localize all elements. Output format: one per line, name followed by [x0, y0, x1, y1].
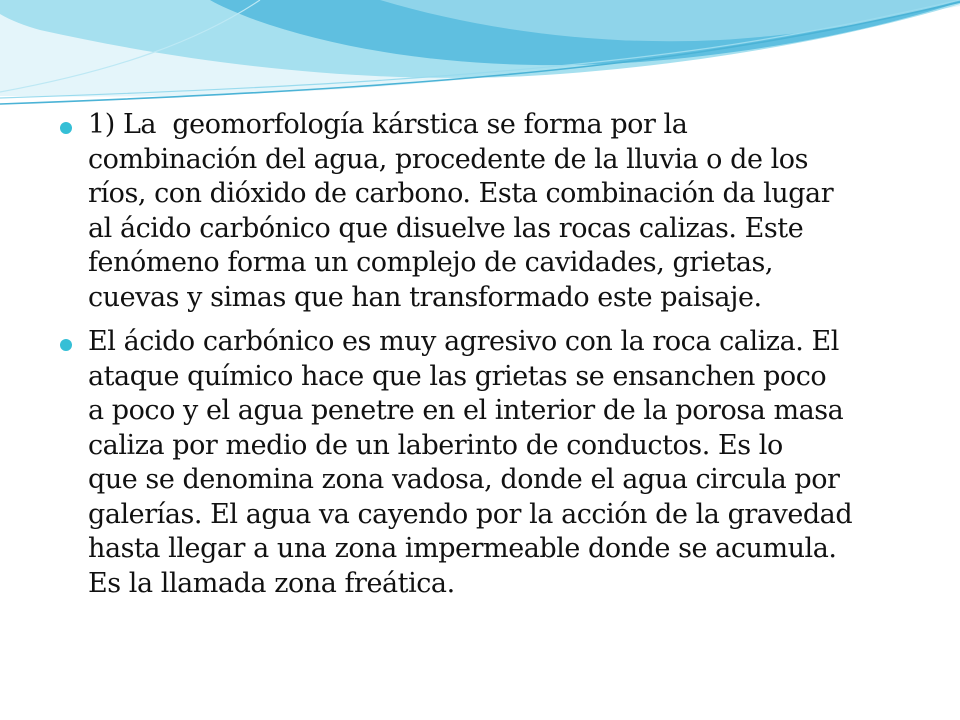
bullet-list [58, 108, 928, 611]
bullet-item [58, 108, 928, 315]
bullet-text: 1) La geomorfología kárstica se forma por la combinación del agua, procedente de la lluvia o de los ríos, con dióxido de carbono. Esta combinación da lugar al ácido carbónico que disuelve las rocas calizas. Este fenómeno forma un complejo de cavidades, grietas, cuevas y simas que han transformado este paisaje. [88, 109, 834, 313]
header-wave-decoration [0, 0, 960, 110]
bullet-dot-icon [60, 122, 72, 134]
bullet-dot-icon [60, 339, 72, 351]
bullet-item [58, 325, 928, 601]
bullet-text: El ácido carbónico es muy agresivo con la roca caliza. El ataque químico hace que las grietas se ensanchen poco a poco y el agua penetre en el interior de la porosa masa caliza por medio de un laberinto de conductos. Es lo que se denomina zona vadosa, donde el agua circula por galerías. El agua va cayendo por la acción de la gravedad hasta llegar a una zona impermeable donde se acumula. Es la llamada zona freática. [88, 326, 853, 599]
